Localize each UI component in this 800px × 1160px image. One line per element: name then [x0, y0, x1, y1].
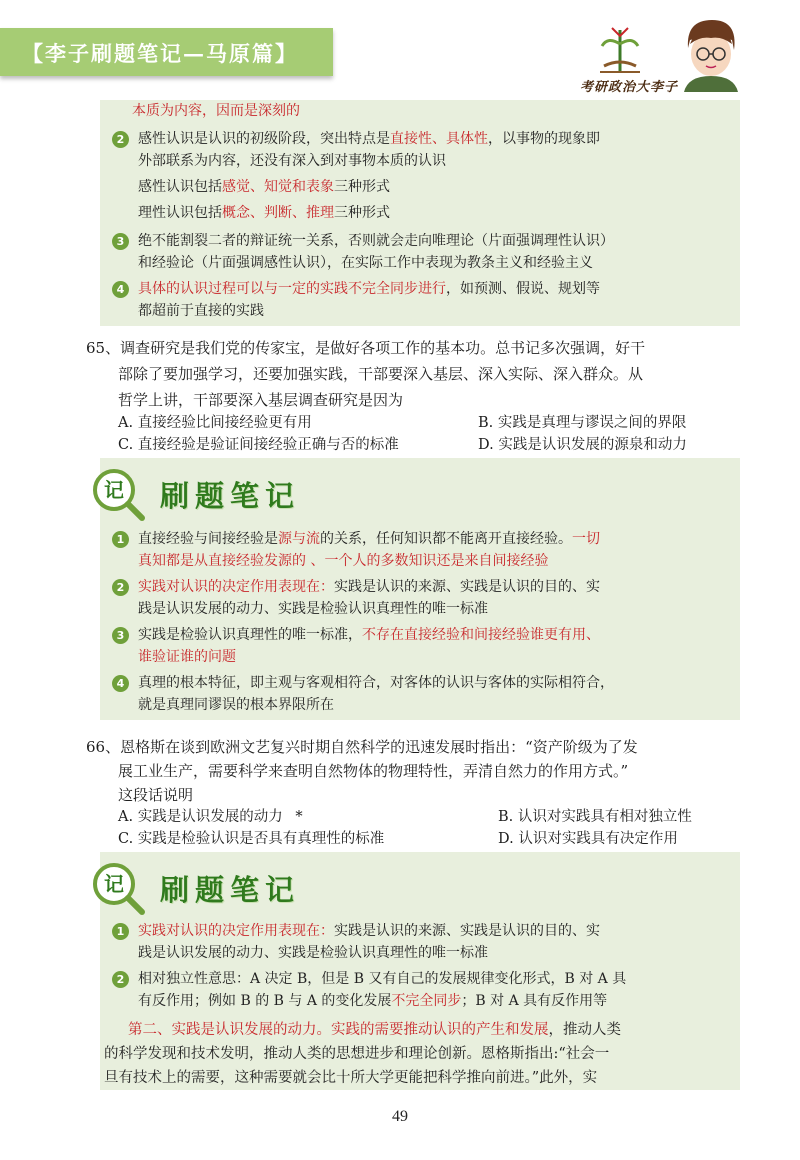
box2-point1-cont: 真知都是从直接经验发源的 、一个人的多数知识还是来自间接经验 — [138, 553, 549, 569]
number-badge: 4 — [112, 281, 129, 298]
box3-point2: 2 相对独立性意思：A 决定 B，但是 B 又有自己的发展规律变化形式，B 对 A 具 — [138, 968, 626, 990]
number-badge: 2 — [112, 971, 129, 988]
box3-point2-cont: 有反作用；例如 B 的 B 与 A 的变化发展不完全同步；B 对 A 具有反作用等 — [138, 993, 608, 1009]
q66-stem-line1: 66、恩格斯在谈到欧洲文艺复兴时期自然科学的迅速发展时指出：“资产阶级为了发 — [86, 738, 638, 756]
box1-point4-cont: 都超前于直接的实践 — [138, 303, 264, 319]
q66-option-d[interactable]: D. 认识对实践具有决定作用 — [498, 831, 678, 847]
box1-point1: 2 感性认识是认识的初级阶段，突出特点是直接性、具体性，以事物的现象即 — [138, 128, 600, 150]
number-badge: 4 — [112, 675, 129, 692]
avatar-icon — [676, 14, 746, 92]
box2-point3-cont: 谁验证谁的问题 — [138, 649, 236, 665]
box3-point1: 1 实践对认识的决定作用表现在：实践是认识的来源、实践是认识的目的、实 — [138, 920, 600, 942]
header-title: 【李子刷题笔记—马原篇】 — [22, 41, 298, 66]
number-badge: 2 — [112, 131, 129, 148]
box1-point3-cont: 和经验论（片面强调感性认识），在实际工作中表现为教条主义和经验主义 — [138, 255, 593, 271]
box1-perceptual: 感性认识包括感觉、知觉和表象三种形式 — [138, 179, 390, 195]
magnifier-note-icon — [90, 466, 146, 522]
box2-point4-cont: 就是真理同谬误的根本界限所在 — [138, 697, 334, 713]
q66-option-a[interactable]: A. 实践是认识发展的动力 * — [118, 809, 303, 825]
box1-point1-cont: 外部联系为内容，还没有深入到对事物本质的认识 — [138, 153, 446, 169]
svg-text:记: 记 — [104, 478, 124, 502]
note-header — [90, 860, 320, 916]
q65-stem-line2: 部除了要加强学习，还要加强实践，干部要深入基层、深入实际、深入群众。从 — [118, 365, 644, 383]
q66-stem-line2: 展工业生产，需要科学来查明自然物体的物理特性，弄清自然力的作用方式。” — [118, 762, 629, 780]
box2-point2: 2 实践对认识的决定作用表现在：实践是认识的来源、实践是认识的目的、实 — [138, 576, 600, 598]
box3-point1-cont: 践是认识发展的动力、实践是检验认识真理性的唯一标准 — [138, 945, 488, 961]
q66-option-c[interactable]: C. 实践是检验认识是否具有真理性的标准 — [118, 831, 385, 847]
number-badge: 3 — [112, 627, 129, 644]
page-number: 49 — [392, 1108, 408, 1125]
box2-point4: 4 真理的根本特征，即主观与客观相符合，对客体的认识与客体的实际相符合， — [138, 672, 614, 694]
box2-point2-cont: 践是认识发展的动力、实践是检验认识真理性的唯一标准 — [138, 601, 488, 617]
number-badge: 2 — [112, 579, 129, 596]
q66-stem-line3: 这段话说明 — [118, 786, 194, 804]
number-badge: 1 — [112, 531, 129, 548]
box3-paragraph-line2: 的科学发现和技术发明，推动人类的思想进步和理论创新。恩格斯指出:“社会一 — [104, 1046, 610, 1062]
q65-option-c[interactable]: C. 直接经验是验证间接经验正确与否的标准 — [118, 437, 399, 453]
summary-box — [100, 100, 740, 326]
q66-option-b[interactable]: B. 认识对实践具有相对独立性 — [498, 809, 692, 825]
note-title: 刷题笔记 — [160, 873, 301, 907]
magnifier-note-icon — [90, 860, 146, 916]
box3-paragraph-line3: 旦有技术上的需要，这种需要就会比十所大学更能把科学推向前进。”此外，实 — [104, 1070, 598, 1086]
box3-paragraph-line1: 第二、实践是认识发展的动力。实践的需要推动认识的产生和发展，推动人类 — [128, 1022, 621, 1038]
number-badge: 1 — [112, 923, 129, 940]
q65-stem-line3: 哲学上讲，干部要深入基层调查研究是因为 — [118, 391, 404, 409]
box1-rational: 理性认识包括概念、判断、推理三种形式 — [138, 205, 390, 221]
q65-option-d[interactable]: D. 实践是认识发展的源泉和动力 — [478, 437, 687, 453]
answer-star-icon: * — [295, 809, 303, 825]
box2-point1: 1 直接经验与间接经验是源与流的关系，任何知识都不能离开直接经验。一切 — [138, 528, 600, 550]
box1-point3: 3 绝不能割裂二者的辩证统一关系，否则就会走向唯理论（片面强调理性认识） — [138, 230, 614, 252]
svg-text:记: 记 — [104, 872, 124, 896]
box1-line0: 本质为内容，因而是深刻的 — [132, 103, 300, 119]
brand-signature: 考研政治大李子 — [580, 80, 679, 95]
box2-point3: 3 实践是检验认识真理性的唯一标准，不存在直接经验和间接经验谁更有用、 — [138, 624, 600, 646]
note-title: 刷题笔记 — [160, 479, 301, 513]
note-header — [90, 466, 320, 522]
tree-logo-icon — [590, 22, 650, 82]
q65-stem-line1: 65、调查研究是我们党的传家宝，是做好各项工作的基本功。总书记多次强调，好干 — [86, 339, 646, 357]
box1-point4: 4 具体的认识过程可以与一定的实践不完全同步进行，如预测、假说、规划等 — [138, 278, 600, 300]
number-badge: 3 — [112, 233, 129, 250]
q65-option-a[interactable]: A. 直接经验比间接经验更有用 — [118, 415, 312, 431]
header-banner — [0, 28, 333, 76]
q65-option-b[interactable]: B. 实践是真理与谬误之间的界限 — [478, 415, 687, 431]
